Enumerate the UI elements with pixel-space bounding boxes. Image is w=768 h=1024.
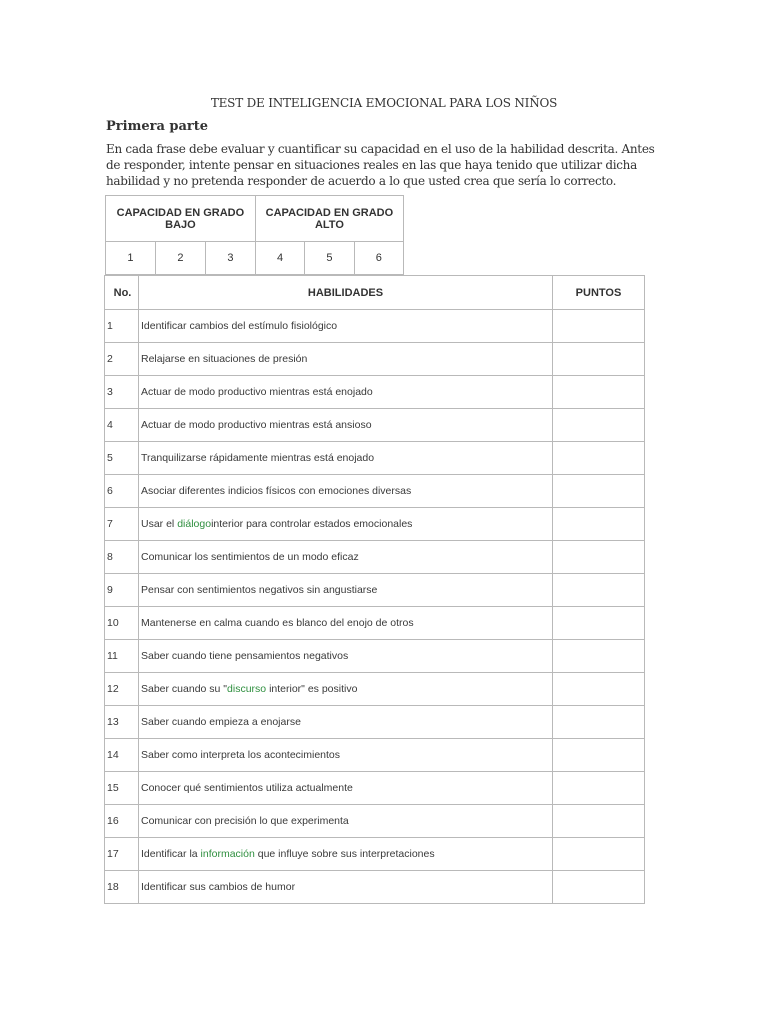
skill-description	[139, 475, 553, 508]
skill-description	[139, 640, 553, 673]
document-title: TEST DE INTELIGENCIA EMOCIONAL PARA LOS NIÑOS	[210, 96, 558, 110]
skill-text: Asociar diferentes indicios físicos con emociones diversas	[141, 485, 412, 497]
skill-text: Tranquilizarse rápidamente mientras está enojado	[141, 452, 375, 464]
skills-table	[104, 275, 645, 904]
skill-description	[139, 574, 553, 607]
points-cell[interactable]	[553, 442, 645, 475]
skill-text: Comunicar con precisión lo que experimenta	[141, 815, 349, 827]
row-number: 3	[105, 376, 139, 409]
skill-text: Comunicar los sentimientos de un modo eficaz	[141, 551, 359, 563]
skill-description	[139, 508, 553, 541]
points-cell[interactable]	[553, 343, 645, 376]
skill-description	[139, 805, 553, 838]
row-number: 2	[105, 343, 139, 376]
points-cell[interactable]	[553, 640, 645, 673]
points-cell[interactable]	[553, 673, 645, 706]
row-number: 4	[105, 409, 139, 442]
table-header-row	[105, 276, 645, 310]
table-row	[105, 838, 645, 871]
points-cell[interactable]	[553, 607, 645, 640]
skill-description	[139, 706, 553, 739]
skill-description	[139, 376, 553, 409]
skill-description	[139, 673, 553, 706]
skill-description	[139, 409, 553, 442]
row-number: 5	[105, 442, 139, 475]
table-row	[105, 772, 645, 805]
skill-text: Actuar de modo productivo mientras está ansioso	[141, 419, 372, 431]
row-number: 6	[105, 475, 139, 508]
scale-number: 4	[255, 242, 304, 275]
table-row	[105, 673, 645, 706]
table-row	[105, 640, 645, 673]
skill-text: Identificar sus cambios de humor	[141, 881, 296, 893]
table-row	[105, 409, 645, 442]
table-row	[105, 541, 645, 574]
scale-number: 6	[354, 242, 403, 275]
skill-description	[139, 838, 553, 871]
skill-text-suffix: interior para controlar estados emocionales	[211, 518, 413, 530]
points-cell[interactable]	[553, 706, 645, 739]
table-row	[105, 607, 645, 640]
skill-text: Relajarse en situaciones de presión	[141, 353, 308, 365]
row-number: 7	[105, 508, 139, 541]
points-cell[interactable]	[553, 541, 645, 574]
points-cell[interactable]	[553, 574, 645, 607]
row-number: 16	[105, 805, 139, 838]
skill-description	[139, 343, 553, 376]
points-cell[interactable]	[553, 838, 645, 871]
scale-low-label: CAPACIDAD EN GRADO BAJO	[106, 196, 256, 242]
table-row	[105, 343, 645, 376]
scale-number: 3	[205, 242, 255, 275]
table-row	[105, 442, 645, 475]
skill-text: Mantenerse en calma cuando es blanco del enojo de otros	[141, 617, 414, 629]
skill-text: Actuar de modo productivo mientras está enojado	[141, 386, 373, 398]
skill-text: Saber como interpreta los acontecimientos	[141, 749, 341, 761]
header-skills: HABILIDADES	[139, 276, 553, 310]
table-row	[105, 574, 645, 607]
skill-text: Identificar la	[141, 848, 201, 860]
row-number: 14	[105, 739, 139, 772]
row-number: 8	[105, 541, 139, 574]
scale-number: 1	[106, 242, 156, 275]
skill-text: Pensar con sentimientos negativos sin angustiarse	[141, 584, 378, 596]
points-cell[interactable]	[553, 508, 645, 541]
header-no: No.	[105, 276, 139, 310]
scale-number: 2	[155, 242, 205, 275]
rating-scale-table	[105, 195, 404, 275]
skill-description	[139, 607, 553, 640]
skill-link[interactable]: discurso	[227, 683, 267, 695]
skill-link[interactable]: información	[200, 848, 255, 860]
skill-description	[139, 871, 553, 904]
section-subtitle: Primera parte	[106, 119, 209, 134]
points-cell[interactable]	[553, 871, 645, 904]
skill-description	[139, 772, 553, 805]
row-number: 9	[105, 574, 139, 607]
intro-paragraph: En cada frase debe evaluar y cuantificar su capacidad en el uso de la habilidad descrita. Antes de responder, intente pensar en situaciones reales en las que haya tenido que utilizar dicha habilidad y no pretenda responder de acuerdo a lo que usted crea que sería lo correcto.	[106, 142, 655, 188]
skill-description	[139, 739, 553, 772]
table-row	[105, 739, 645, 772]
header-points: PUNTOS	[553, 276, 645, 310]
skill-text: Identificar cambios del estímulo fisiológico	[141, 320, 338, 332]
skill-link[interactable]: diálogo	[177, 518, 212, 530]
skill-text: Usar el	[141, 518, 178, 530]
skill-description	[139, 541, 553, 574]
row-number: 15	[105, 772, 139, 805]
skill-text-suffix: interior" es positivo	[266, 683, 358, 695]
points-cell[interactable]	[553, 739, 645, 772]
scale-high-label: CAPACIDAD EN GRADO ALTO	[255, 196, 403, 242]
row-number: 12	[105, 673, 139, 706]
skill-text: Saber cuando su "	[141, 683, 228, 695]
skill-text-suffix: que influye sobre sus interpretaciones	[254, 848, 435, 860]
table-row	[105, 475, 645, 508]
row-number: 10	[105, 607, 139, 640]
skill-text: Saber cuando empieza a enojarse	[141, 716, 301, 728]
table-row	[105, 805, 645, 838]
table-row	[105, 376, 645, 409]
table-row	[105, 310, 645, 343]
points-cell[interactable]	[553, 376, 645, 409]
skill-text: Saber cuando tiene pensamientos negativos	[141, 650, 349, 662]
points-cell[interactable]	[553, 772, 645, 805]
scale-number: 5	[305, 242, 354, 275]
points-cell[interactable]	[553, 310, 645, 343]
row-number: 11	[105, 640, 139, 673]
points-cell[interactable]	[553, 475, 645, 508]
table-row	[105, 706, 645, 739]
skill-description	[139, 310, 553, 343]
row-number: 1	[105, 310, 139, 343]
table-row	[105, 871, 645, 904]
points-cell[interactable]	[553, 409, 645, 442]
skill-text: Conocer qué sentimientos utiliza actualmente	[141, 782, 353, 794]
row-number: 17	[105, 838, 139, 871]
table-row	[105, 508, 645, 541]
points-cell[interactable]	[553, 805, 645, 838]
skill-description	[139, 442, 553, 475]
row-number: 13	[105, 706, 139, 739]
row-number: 18	[105, 871, 139, 904]
